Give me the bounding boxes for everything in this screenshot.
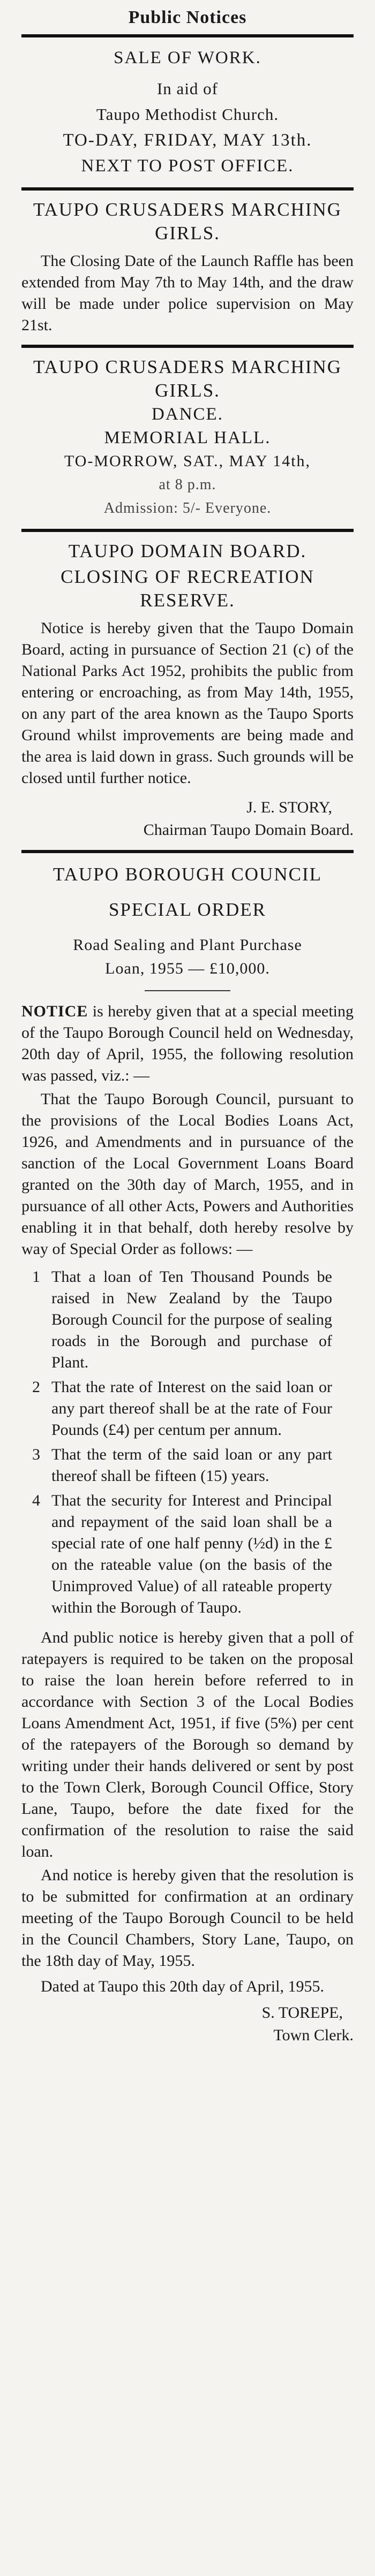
loan-line-2: Loan, 1955 — £10,000. [105, 960, 270, 977]
sale-line-3: TO-DAY, FRIDAY, MAY 13th. [63, 131, 312, 150]
borough-subtitle: SPECIAL ORDER [108, 899, 267, 920]
item-number: 2 [32, 1378, 40, 1396]
divider [145, 990, 230, 991]
dance-title: TAUPO CRUSADERS MARCHING GIRLS. [33, 356, 342, 401]
item-number: 3 [32, 1446, 40, 1463]
item-text: That a loan of Ten Thousand Pounds be raised in New Zealand by the Taupo Borough Council for the purpose of sealing roads in the Borough and purchase of Plant. [51, 1268, 332, 1371]
crusaders-raffle-notice [21, 191, 354, 345]
dance-line-1: DANCE. [152, 405, 223, 424]
dated-line: Dated at Taupo this 20th day of April, 1955. [41, 1978, 324, 1995]
domain-subtitle: CLOSING OF RECREATION RESERVE. [61, 566, 314, 611]
loan-line-1: Road Sealing and Plant Purchase [73, 936, 302, 954]
domain-signatory-title: Chairman Taupo Domain Board. [143, 821, 354, 839]
sale-line-2: Taupo Methodist Church. [96, 105, 279, 124]
borough-signatory-title: Town Clerk. [273, 2026, 354, 2044]
dance-line-4: at 8 p.m. [159, 476, 216, 493]
intro-lead-word: NOTICE [21, 1002, 88, 1020]
item-text: That the security for Interest and Principal and repayment of the said loan shall be a special rate of one half penny (½d) in the £ on the rateable value (on the basis of the Unimproved Value) of all rateable property within the Borough of Taupo. [51, 1492, 332, 1616]
borough-council-notice [21, 853, 354, 2055]
sale-of-work-notice [21, 37, 354, 187]
confirm-notice: And notice is hereby given that the resolution is to be submitted for confirmation at an ordinary meeting of the Taupo Borough Council to be held in the Council Chambers, Story Lane, Taupo, on the 18th day of May, 1955. [21, 1866, 354, 1970]
sale-line-4: NEXT TO POST OFFICE. [81, 156, 294, 176]
sale-line-1: In aid of [156, 79, 219, 98]
item-number: 1 [32, 1268, 40, 1286]
borough-signatory: S. TOREPE, [261, 2004, 343, 2022]
list-item [21, 1377, 354, 1441]
raffle-body: The Closing Date of the Launch Raffle has been extended from May 7th to May 14th, and the draw will be made under police supervision on May 21st. [21, 252, 354, 334]
page-title: Public Notices [128, 7, 247, 27]
domain-board-notice [21, 532, 354, 850]
domain-signatory: J. E. STORY, [246, 799, 332, 816]
domain-title: TAUPO DOMAIN BOARD. [68, 541, 307, 561]
public-notices-page [16, 0, 359, 2576]
list-item [21, 1444, 354, 1487]
resolution-list [21, 1266, 354, 1618]
borough-title: TAUPO BOROUGH COUNCIL [53, 864, 322, 885]
item-text: That the term of the said loan or any part thereof shall be fifteen (15) years. [51, 1446, 332, 1485]
dance-line-3: TO-MORROW, SAT., MAY 14th, [64, 452, 311, 470]
item-text: That the rate of Interest on the said loan or any part thereof shall be at the rate of Four Pounds (£4) per centum per annum. [51, 1378, 332, 1439]
crusaders-dance-notice [21, 348, 354, 529]
list-item [21, 1266, 354, 1373]
raffle-title: TAUPO CRUSADERS MARCHING GIRLS. [33, 199, 342, 244]
borough-resolution: That the Taupo Borough Council, pursuant to the provisions of the Local Bodies Loans Act, 1926, and Amendments and in pursuance of the sanction of the Local Government Loans Board granted on the 30th day of March, 1955, and in pursuance of all other Acts, Powers and Authorities enabling it in that behalf, doth hereby resolve by way of Special Order as follows: — [21, 1090, 354, 1258]
dance-line-5: Admission: 5/- Everyone. [103, 500, 272, 516]
list-item [21, 1490, 354, 1618]
borough-intro [21, 1001, 354, 1086]
intro-text: is hereby given that at a special meeting of the Taupo Borough Council held on Wednesday, 20th day of April, 1955, the following resolution was passed, viz.: — [21, 1002, 354, 1084]
poll-notice: And public notice is hereby given that a poll of ratepayers is required to be taken on the proposal to raise the loan herein before referred to in accordance with Section 3 of the Local Bodies Loans Amendment Act, 1951, if five (5%) per cent of the ratepayers of the Borough so demand by writing under their hands delivered or sent by post to the Town Clerk, Borough Council Office, Story Lane, Taupo, before the date fixed for the confirmation of the resolution to raise the said loan. [21, 1629, 354, 1860]
dance-line-2: MEMORIAL HALL. [104, 428, 271, 447]
domain-body: Notice is hereby given that the Taupo Domain Board, acting in pursuance of Section 21 (c) of the National Parks Act 1952, prohibits the public from entering or encroaching, as from May 14th, 1955, on any part of the area known as the Taupo Sports Ground whilst improvements are being made and the area is laid down in grass. Such grounds will be closed until further notice. [21, 619, 354, 787]
item-number: 4 [32, 1492, 40, 1509]
sale-title: SALE OF WORK. [114, 48, 261, 67]
